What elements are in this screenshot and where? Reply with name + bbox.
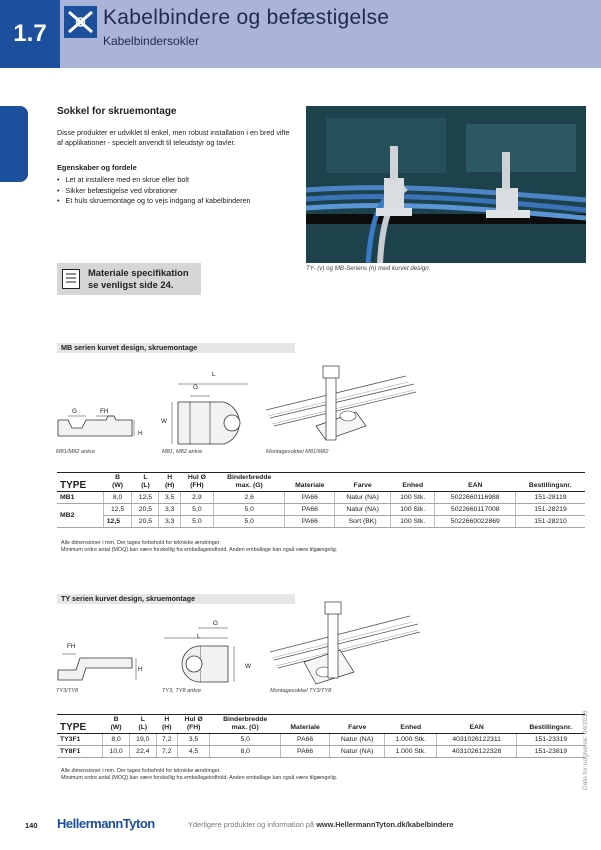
- col-type: TYPE: [57, 715, 103, 734]
- table-header-row: [57, 715, 585, 734]
- cell: 12,5: [132, 492, 159, 504]
- cell: 5022660117008: [435, 504, 516, 516]
- cell: 7,2: [156, 734, 177, 746]
- cell: Natur (NA): [330, 734, 385, 746]
- table-row: [57, 504, 585, 516]
- spec-line-1: Materiale specifikation: [88, 267, 189, 278]
- cell: 19,0: [129, 734, 156, 746]
- dim-w: W: [245, 663, 252, 670]
- section-title: Sokkel for skruemontage: [57, 106, 177, 117]
- cell: 8,0: [103, 734, 130, 746]
- cell: TY3F1: [57, 734, 103, 746]
- ty-spec-table: [57, 714, 585, 758]
- page-number: 140: [25, 821, 38, 830]
- cable-tie-base-icon: [64, 6, 97, 38]
- footer-link[interactable]: www.HellermannTyton.dk/kabelbindere: [316, 820, 454, 829]
- cell: MB1: [57, 492, 103, 504]
- publication-date: Dato for udgivelse: 04/2016: [582, 710, 589, 790]
- cell: 5,0: [213, 504, 285, 516]
- col-h: [159, 473, 180, 492]
- col-l-label: L (L): [138, 716, 148, 731]
- cell: 1.000 Stk.: [385, 734, 437, 746]
- cell: 20,5: [132, 504, 159, 516]
- cell: 100 Stk.: [390, 492, 435, 504]
- cell: 4031026122311: [437, 734, 516, 746]
- cell: PA66: [285, 504, 335, 516]
- dim-h: H: [138, 430, 143, 437]
- dim-l: L: [212, 371, 216, 378]
- page-subtitle: Kabelbindersokler: [103, 34, 200, 48]
- props-list: [57, 175, 297, 207]
- list-item: • Et huls skruemontage og to vejs indgang af kabelbinderen: [57, 196, 297, 207]
- dim-g: G: [72, 408, 77, 415]
- col-material: Materiale: [285, 473, 335, 492]
- spec-line-2: se venligst side 24.: [88, 279, 174, 290]
- cell: 12,5: [103, 504, 132, 516]
- cell: 12,5: [103, 516, 132, 528]
- col-order: Bestillingsnr.: [516, 473, 586, 492]
- cell: 151-28119: [516, 492, 586, 504]
- photo-caption: TY- (v) og MB-Seriens (h) med kurvet design.: [306, 265, 431, 272]
- table-row: [57, 492, 585, 504]
- cell: Sort (BK): [335, 516, 391, 528]
- col-width: [210, 715, 281, 734]
- cell: 151-28210: [516, 516, 586, 528]
- cell: 151-28219: [516, 504, 586, 516]
- cell: 151-23319: [516, 734, 585, 746]
- dim-h: H: [138, 666, 143, 673]
- col-color: Farve: [330, 715, 385, 734]
- table-row: [57, 746, 585, 758]
- document-icon: [62, 269, 80, 289]
- cell: 10,0: [103, 746, 130, 758]
- cell: 5,0: [180, 504, 213, 516]
- table-header-row: [57, 473, 585, 492]
- col-h-label: H (H): [164, 474, 175, 489]
- col-ean: EAN: [435, 473, 516, 492]
- dim-g: G: [193, 384, 198, 391]
- spec-text: [88, 267, 189, 291]
- cell: 8,0: [210, 746, 281, 758]
- cell: 2,6: [213, 492, 285, 504]
- cell: 5,0: [210, 734, 281, 746]
- cell: 4,5: [177, 746, 209, 758]
- col-l-label: L (L): [141, 474, 150, 489]
- col-ean: EAN: [437, 715, 516, 734]
- cell: 7,2: [156, 746, 177, 758]
- ty-drawing-label-3: Montagesokkel TY3/TY8: [270, 688, 332, 694]
- col-order: Bestillingsnr.: [516, 715, 585, 734]
- col-type: TYPE: [57, 473, 103, 492]
- ty-drawing-label-1: TY3/TY8: [56, 688, 79, 694]
- col-hole-label: Hul Ø (FH): [187, 474, 206, 489]
- col-width: [213, 473, 285, 492]
- mb-drawing-label-1: M81/M82 ankre: [56, 449, 95, 455]
- list-item: • Let at installere med en skrue eller bolt: [57, 175, 297, 186]
- mb-spec-table: [57, 472, 585, 528]
- col-h: [156, 715, 177, 734]
- dim-w: W: [161, 418, 168, 425]
- dim-fh: FH: [100, 408, 109, 415]
- cell: 3,5: [159, 492, 180, 504]
- cell: 5,0: [180, 516, 213, 528]
- cell: TY8F1: [57, 746, 103, 758]
- mb-drawing-label-3: Montagesokkel M81/M82: [266, 449, 329, 455]
- cell: PA66: [285, 492, 335, 504]
- footer-text: [188, 820, 453, 829]
- table-row: [57, 734, 585, 746]
- col-hole: [177, 715, 209, 734]
- mb-note-1: Alle dimensioner i mm. Der tages forbehold for tekniske ændringer.: [61, 540, 221, 546]
- cell: 3,5: [177, 734, 209, 746]
- ty-top-drawing: [164, 628, 244, 684]
- mb-drawing-label-2: M81, M82 ankre: [162, 449, 203, 455]
- cell: 8,0: [103, 492, 132, 504]
- col-b: [103, 473, 132, 492]
- col-material: Materiale: [281, 715, 330, 734]
- dim-l: L: [197, 633, 201, 640]
- ty-mounting-illustration: [270, 602, 420, 686]
- col-hole-label: Hul Ø (FH): [184, 716, 203, 731]
- cell: MB2: [57, 504, 103, 528]
- footer-label: Yderligere produkter og information på: [188, 820, 315, 829]
- col-unit: Enhed: [385, 715, 437, 734]
- cell: Natur (NA): [335, 492, 391, 504]
- ty-side-drawing: [56, 652, 140, 686]
- col-color: Farve: [335, 473, 391, 492]
- brand-logo: HellermannTyton: [57, 816, 155, 831]
- cell: 2,9: [180, 492, 213, 504]
- mb-note-2: Minimum ordre antal (MOQ) kan være forskellig fra emballageindhold. Anden emballage kan også være tilgængelig.: [61, 547, 338, 553]
- cell: 5,0: [213, 516, 285, 528]
- col-hole: [180, 473, 213, 492]
- product-photo: [306, 106, 586, 263]
- intro-text: Disse produkter er udviklet til enkel, men robust installation i en bred vifte af applikationer - specielt anvendt til teleudstyr og tavler.: [57, 128, 290, 147]
- cell: Natur (NA): [335, 504, 391, 516]
- col-unit: Enhed: [390, 473, 435, 492]
- ty-drawing-label-2: TY3, TY8 ankre: [162, 688, 202, 694]
- col-b-label: B (W): [112, 474, 124, 489]
- col-h-label: H (H): [162, 716, 172, 731]
- page-title: Kabelbindere og befæstigelse: [103, 6, 390, 29]
- chapter-number: 1.7: [0, 0, 60, 68]
- cell: PA66: [285, 516, 335, 528]
- cell: 5022660022869: [435, 516, 516, 528]
- mb-band: MB serien kurvet design, skruemontage: [57, 343, 295, 353]
- cell: 22,4: [129, 746, 156, 758]
- mb-mounting-illustration: [266, 366, 416, 446]
- list-item: • Sikker befæstigelse ved vibrationer: [57, 186, 297, 197]
- col-b: [103, 715, 130, 734]
- cell: 3,3: [159, 504, 180, 516]
- col-b-label: B (W): [110, 716, 122, 731]
- props-title: Egenskaber og fordele: [57, 163, 137, 172]
- cell: 100 Stk.: [390, 504, 435, 516]
- mb-top-drawing: [170, 384, 262, 446]
- ty-note-2: Minimum ordre antal (MOQ) kan være forskellig fra emballageindhold. Anden emballage kan også være tilgængelig.: [61, 775, 338, 781]
- dim-fh: FH: [67, 643, 76, 650]
- table-row: [57, 516, 585, 528]
- cell: PA66: [281, 734, 330, 746]
- cell: 5022660116988: [435, 492, 516, 504]
- dim-g: G: [213, 620, 218, 627]
- cell: 100 Stk.: [390, 516, 435, 528]
- cell: Natur (NA): [330, 746, 385, 758]
- col-l: [129, 715, 156, 734]
- cell: 151-23819: [516, 746, 585, 758]
- col-width-label: Binderbredde max. (G): [227, 474, 272, 489]
- col-l: [132, 473, 159, 492]
- col-width-label: Binderbredde max. (G): [223, 716, 268, 731]
- material-spec-box: [57, 263, 201, 295]
- cell: 3,3: [159, 516, 180, 528]
- mb-side-drawing: [56, 412, 136, 452]
- cell: 1.000 Stk.: [385, 746, 437, 758]
- ty-note-1: Alle dimensioner i mm. Der tages forbehold for tekniske ændringer.: [61, 768, 221, 774]
- ty-band: TY serien kurvet design, skruemontage: [57, 594, 295, 604]
- cell: 4031026122328: [437, 746, 516, 758]
- side-tab: [0, 106, 28, 182]
- cell: 20,5: [132, 516, 159, 528]
- cell: PA66: [281, 746, 330, 758]
